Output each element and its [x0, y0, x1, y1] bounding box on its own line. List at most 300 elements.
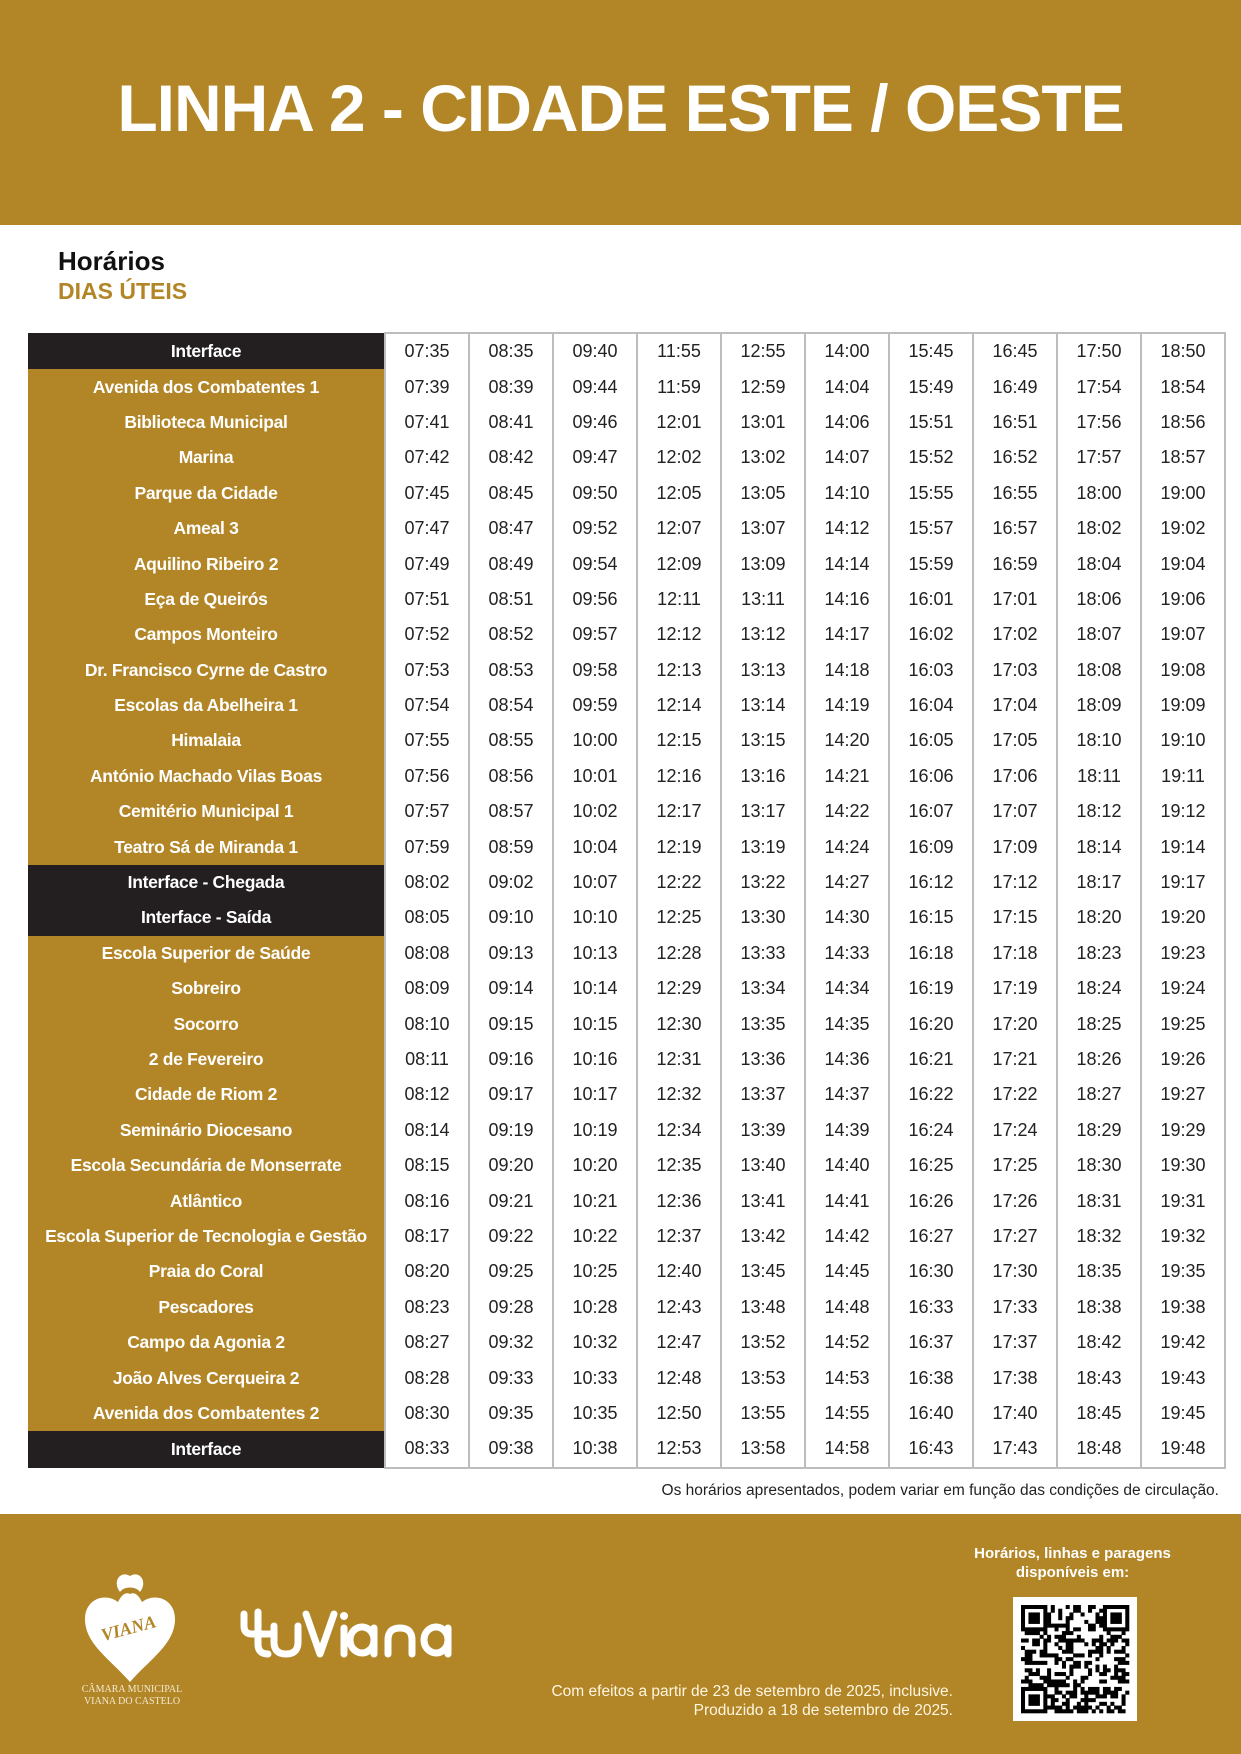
departure-time: 12:40	[637, 1254, 721, 1289]
departure-time: 10:38	[553, 1431, 637, 1467]
stop-name: Campos Monteiro	[28, 617, 385, 652]
departure-time: 14:14	[805, 546, 889, 581]
departure-time: 07:52	[385, 617, 469, 652]
timetable-row	[28, 971, 1225, 1006]
departure-time: 16:55	[973, 476, 1057, 511]
departure-time: 19:25	[1141, 1006, 1225, 1041]
timetable-row	[28, 1360, 1225, 1395]
departure-time: 18:45	[1057, 1396, 1141, 1431]
departure-time: 19:45	[1141, 1396, 1225, 1431]
departure-time: 10:21	[553, 1183, 637, 1218]
departure-time: 17:06	[973, 759, 1057, 794]
departure-time: 09:17	[469, 1077, 553, 1112]
departure-time: 13:34	[721, 971, 805, 1006]
timetable-row	[28, 1325, 1225, 1360]
stop-name: Interface - Saída	[28, 900, 385, 935]
timetable-row	[28, 1254, 1225, 1289]
departure-time: 17:02	[973, 617, 1057, 652]
departure-time: 16:07	[889, 794, 973, 829]
timetable-row	[28, 405, 1225, 440]
departure-time: 09:35	[469, 1396, 553, 1431]
crest-caption-line1: CÂMARA MUNICIPAL	[81, 1684, 183, 1695]
departure-time: 19:20	[1141, 900, 1225, 935]
departure-time: 08:49	[469, 546, 553, 581]
stop-name: António Machado Vilas Boas	[28, 759, 385, 794]
departure-time: 18:29	[1057, 1113, 1141, 1148]
departure-time: 14:40	[805, 1148, 889, 1183]
departure-time: 18:17	[1057, 865, 1141, 900]
departure-time: 14:16	[805, 582, 889, 617]
departure-time: 16:01	[889, 582, 973, 617]
timetable-row	[28, 369, 1225, 404]
departure-time: 10:33	[553, 1360, 637, 1395]
departure-time: 17:30	[973, 1254, 1057, 1289]
departure-time: 09:52	[553, 511, 637, 546]
departure-time: 14:53	[805, 1360, 889, 1395]
departure-time: 17:40	[973, 1396, 1057, 1431]
departure-time: 19:11	[1141, 759, 1225, 794]
departure-time: 13:09	[721, 546, 805, 581]
departure-time: 16:02	[889, 617, 973, 652]
departure-time: 16:24	[889, 1113, 973, 1148]
departure-time: 10:28	[553, 1290, 637, 1325]
departure-time: 16:33	[889, 1290, 973, 1325]
departure-time: 08:35	[469, 333, 553, 369]
departure-time: 19:23	[1141, 936, 1225, 971]
stop-name: Campo da Agonia 2	[28, 1325, 385, 1360]
departure-time: 17:07	[973, 794, 1057, 829]
departure-time: 16:40	[889, 1396, 973, 1431]
departure-time: 16:09	[889, 829, 973, 864]
timetable-row	[28, 1077, 1225, 1112]
departure-time: 12:16	[637, 759, 721, 794]
departure-time: 08:11	[385, 1042, 469, 1077]
stop-name: Socorro	[28, 1006, 385, 1041]
departure-time: 17:33	[973, 1290, 1057, 1325]
departure-time: 12:11	[637, 582, 721, 617]
departure-time: 07:39	[385, 369, 469, 404]
departure-time: 09:10	[469, 900, 553, 935]
timetable-row	[28, 617, 1225, 652]
departure-time: 08:10	[385, 1006, 469, 1041]
validity-info	[551, 1682, 953, 1720]
departure-time: 14:07	[805, 440, 889, 475]
crest-caption	[62, 1684, 202, 1708]
timetable-row	[28, 1290, 1225, 1325]
departure-time: 08:33	[385, 1431, 469, 1467]
departure-time: 08:52	[469, 617, 553, 652]
stop-name: Ameal 3	[28, 511, 385, 546]
departure-time: 14:52	[805, 1325, 889, 1360]
departure-time: 18:43	[1057, 1360, 1141, 1395]
departure-time: 18:04	[1057, 546, 1141, 581]
departure-time: 12:30	[637, 1006, 721, 1041]
departure-time: 14:39	[805, 1113, 889, 1148]
departure-time: 13:33	[721, 936, 805, 971]
timetable-row	[28, 1148, 1225, 1183]
departure-time: 09:59	[553, 688, 637, 723]
departure-time: 18:32	[1057, 1219, 1141, 1254]
stop-name: Parque da Cidade	[28, 476, 385, 511]
departure-time: 09:14	[469, 971, 553, 1006]
stop-name: Biblioteca Municipal	[28, 405, 385, 440]
stop-name: Avenida dos Combatentes 2	[28, 1396, 385, 1431]
departure-time: 12:35	[637, 1148, 721, 1183]
departure-time: 19:00	[1141, 476, 1225, 511]
departure-time: 19:48	[1141, 1431, 1225, 1467]
departure-time: 08:39	[469, 369, 553, 404]
departure-time: 09:46	[553, 405, 637, 440]
departure-time: 12:34	[637, 1113, 721, 1148]
departure-time: 18:27	[1057, 1077, 1141, 1112]
departure-time: 09:15	[469, 1006, 553, 1041]
departure-time: 12:29	[637, 971, 721, 1006]
departure-time: 08:27	[385, 1325, 469, 1360]
departure-time: 18:12	[1057, 794, 1141, 829]
departure-time: 14:22	[805, 794, 889, 829]
departure-time: 12:09	[637, 546, 721, 581]
departure-time: 09:50	[553, 476, 637, 511]
departure-time: 16:15	[889, 900, 973, 935]
departure-time: 13:02	[721, 440, 805, 475]
departure-time: 17:12	[973, 865, 1057, 900]
departure-time: 09:16	[469, 1042, 553, 1077]
departure-time: 19:09	[1141, 688, 1225, 723]
departure-time: 07:49	[385, 546, 469, 581]
departure-time: 18:14	[1057, 829, 1141, 864]
departure-time: 09:57	[553, 617, 637, 652]
departure-time: 16:52	[973, 440, 1057, 475]
departure-time: 16:03	[889, 653, 973, 688]
departure-time: 14:33	[805, 936, 889, 971]
disclaimer-note: Os horários apresentados, podem variar em função das condições de circulação.	[661, 1482, 1219, 1499]
departure-time: 07:42	[385, 440, 469, 475]
departure-time: 09:02	[469, 865, 553, 900]
departure-time: 16:21	[889, 1042, 973, 1077]
departure-time: 14:18	[805, 653, 889, 688]
departure-time: 16:30	[889, 1254, 973, 1289]
departure-time: 16:37	[889, 1325, 973, 1360]
effective-date: Com efeitos a partir de 23 de setembro de 2025, inclusive.	[551, 1683, 953, 1700]
departure-time: 19:10	[1141, 723, 1225, 758]
departure-time: 16:04	[889, 688, 973, 723]
departure-time: 16:22	[889, 1077, 973, 1112]
departure-time: 18:20	[1057, 900, 1141, 935]
departure-time: 12:25	[637, 900, 721, 935]
viana-heart-crest-logo	[80, 1564, 180, 1684]
departure-time: 18:56	[1141, 405, 1225, 440]
departure-time: 13:16	[721, 759, 805, 794]
departure-time: 17:15	[973, 900, 1057, 935]
departure-time: 10:14	[553, 971, 637, 1006]
departure-time: 14:41	[805, 1183, 889, 1218]
departure-time: 14:30	[805, 900, 889, 935]
departure-time: 07:51	[385, 582, 469, 617]
departure-time: 14:17	[805, 617, 889, 652]
departure-time: 13:45	[721, 1254, 805, 1289]
timetable-row	[28, 582, 1225, 617]
departure-time: 12:14	[637, 688, 721, 723]
departure-time: 19:26	[1141, 1042, 1225, 1077]
departure-time: 12:12	[637, 617, 721, 652]
departure-time: 10:16	[553, 1042, 637, 1077]
departure-time: 12:17	[637, 794, 721, 829]
departure-time: 18:23	[1057, 936, 1141, 971]
departure-time: 10:19	[553, 1113, 637, 1148]
departure-time: 17:57	[1057, 440, 1141, 475]
departure-time: 14:45	[805, 1254, 889, 1289]
qr-code[interactable]	[1013, 1597, 1137, 1721]
departure-time: 16:43	[889, 1431, 973, 1467]
departure-time: 18:42	[1057, 1325, 1141, 1360]
stop-name: Cemitério Municipal 1	[28, 794, 385, 829]
departure-time: 08:14	[385, 1113, 469, 1148]
timetable-row	[28, 511, 1225, 546]
departure-time: 09:58	[553, 653, 637, 688]
departure-time: 18:31	[1057, 1183, 1141, 1218]
departure-time: 17:54	[1057, 369, 1141, 404]
departure-time: 13:37	[721, 1077, 805, 1112]
timetable-row	[28, 333, 1225, 369]
stop-name: Marina	[28, 440, 385, 475]
departure-time: 16:26	[889, 1183, 973, 1218]
departure-time: 12:59	[721, 369, 805, 404]
departure-time: 14:19	[805, 688, 889, 723]
departure-time: 08:08	[385, 936, 469, 971]
timetable-row	[28, 829, 1225, 864]
departure-time: 14:34	[805, 971, 889, 1006]
departure-time: 10:13	[553, 936, 637, 971]
departure-time: 16:38	[889, 1360, 973, 1395]
departure-time: 13:58	[721, 1431, 805, 1467]
svg-text:VIANA: VIANA	[98, 1611, 159, 1646]
departure-time: 13:35	[721, 1006, 805, 1041]
departure-time: 10:17	[553, 1077, 637, 1112]
departure-time: 12:50	[637, 1396, 721, 1431]
section-title: Horários	[58, 246, 165, 276]
departure-time: 10:25	[553, 1254, 637, 1289]
departure-time: 10:35	[553, 1396, 637, 1431]
departure-time: 18:54	[1141, 369, 1225, 404]
departure-time: 16:51	[973, 405, 1057, 440]
departure-time: 18:35	[1057, 1254, 1141, 1289]
timetable-row	[28, 794, 1225, 829]
departure-time: 13:19	[721, 829, 805, 864]
departure-time: 14:12	[805, 511, 889, 546]
stop-name: Cidade de Riom 2	[28, 1077, 385, 1112]
page-title: LINHA 2 - CIDADE ESTE / OESTE	[117, 71, 1124, 145]
departure-time: 19:43	[1141, 1360, 1225, 1395]
departure-time: 12:55	[721, 333, 805, 369]
departure-time: 12:02	[637, 440, 721, 475]
departure-time: 08:23	[385, 1290, 469, 1325]
departure-time: 17:56	[1057, 405, 1141, 440]
departure-time: 19:29	[1141, 1113, 1225, 1148]
departure-time: 18:38	[1057, 1290, 1141, 1325]
departure-time: 18:57	[1141, 440, 1225, 475]
departure-time: 07:57	[385, 794, 469, 829]
departure-time: 13:15	[721, 723, 805, 758]
departure-time: 12:07	[637, 511, 721, 546]
departure-time: 16:25	[889, 1148, 973, 1183]
departure-time: 09:21	[469, 1183, 553, 1218]
departure-time: 08:02	[385, 865, 469, 900]
departure-time: 13:55	[721, 1396, 805, 1431]
departure-time: 12:53	[637, 1431, 721, 1467]
departure-time: 13:22	[721, 865, 805, 900]
departure-time: 12:01	[637, 405, 721, 440]
departure-time: 09:13	[469, 936, 553, 971]
departure-time: 17:21	[973, 1042, 1057, 1077]
departure-time: 17:19	[973, 971, 1057, 1006]
departure-time: 14:37	[805, 1077, 889, 1112]
departure-time: 10:07	[553, 865, 637, 900]
stop-name: Escola Secundária de Monserrate	[28, 1148, 385, 1183]
timetable	[28, 332, 1226, 1469]
stop-name: Seminário Diocesano	[28, 1113, 385, 1148]
stop-name: Himalaia	[28, 723, 385, 758]
departure-time: 17:22	[973, 1077, 1057, 1112]
stop-name: Interface	[28, 333, 385, 369]
departure-time: 08:12	[385, 1077, 469, 1112]
qr-label-line2: disponíveis em:	[1015, 1564, 1130, 1581]
departure-time: 09:22	[469, 1219, 553, 1254]
departure-time: 13:42	[721, 1219, 805, 1254]
departure-time: 19:27	[1141, 1077, 1225, 1112]
departure-time: 12:19	[637, 829, 721, 864]
departure-time: 18:10	[1057, 723, 1141, 758]
departure-time: 14:21	[805, 759, 889, 794]
departure-time: 17:01	[973, 582, 1057, 617]
timetable-row	[28, 759, 1225, 794]
departure-time: 19:24	[1141, 971, 1225, 1006]
departure-time: 07:54	[385, 688, 469, 723]
departure-time: 19:12	[1141, 794, 1225, 829]
departure-time: 14:42	[805, 1219, 889, 1254]
departure-time: 11:59	[637, 369, 721, 404]
departure-time: 08:28	[385, 1360, 469, 1395]
departure-time: 08:42	[469, 440, 553, 475]
departure-time: 13:52	[721, 1325, 805, 1360]
stop-name: Dr. Francisco Cyrne de Castro	[28, 653, 385, 688]
departure-time: 18:25	[1057, 1006, 1141, 1041]
departure-time: 19:32	[1141, 1219, 1225, 1254]
departure-time: 08:16	[385, 1183, 469, 1218]
timetable-row	[28, 1219, 1225, 1254]
departure-time: 09:32	[469, 1325, 553, 1360]
departure-time: 07:55	[385, 723, 469, 758]
departure-time: 16:05	[889, 723, 973, 758]
departure-time: 12:37	[637, 1219, 721, 1254]
departure-time: 18:24	[1057, 971, 1141, 1006]
departure-time: 13:13	[721, 653, 805, 688]
departure-time: 12:05	[637, 476, 721, 511]
departure-time: 09:20	[469, 1148, 553, 1183]
departure-time: 10:04	[553, 829, 637, 864]
stop-name: Aquilino Ribeiro 2	[28, 546, 385, 581]
stop-name: Interface - Chegada	[28, 865, 385, 900]
timetable-row	[28, 653, 1225, 688]
departure-time: 18:07	[1057, 617, 1141, 652]
timetable-row	[28, 1042, 1225, 1077]
departure-time: 14:58	[805, 1431, 889, 1467]
timetable-row	[28, 865, 1225, 900]
departure-time: 09:28	[469, 1290, 553, 1325]
timetable-row	[28, 440, 1225, 475]
departure-time: 07:56	[385, 759, 469, 794]
departure-time: 12:47	[637, 1325, 721, 1360]
departure-time: 18:00	[1057, 476, 1141, 511]
departure-time: 13:53	[721, 1360, 805, 1395]
departure-time: 17:50	[1057, 333, 1141, 369]
departure-time: 19:06	[1141, 582, 1225, 617]
departure-time: 16:27	[889, 1219, 973, 1254]
departure-time: 08:54	[469, 688, 553, 723]
departure-time: 16:59	[973, 546, 1057, 581]
departure-time: 13:40	[721, 1148, 805, 1183]
departure-time: 19:04	[1141, 546, 1225, 581]
departure-time: 10:15	[553, 1006, 637, 1041]
stop-name: Pescadores	[28, 1290, 385, 1325]
departure-time: 09:56	[553, 582, 637, 617]
departure-time: 13:12	[721, 617, 805, 652]
stop-name: Interface	[28, 1431, 385, 1467]
departure-time: 09:54	[553, 546, 637, 581]
departure-time: 09:40	[553, 333, 637, 369]
departure-time: 18:48	[1057, 1431, 1141, 1467]
departure-time: 16:45	[973, 333, 1057, 369]
departure-time: 16:18	[889, 936, 973, 971]
departure-time: 17:04	[973, 688, 1057, 723]
departure-time: 19:35	[1141, 1254, 1225, 1289]
stop-name: Eça de Queirós	[28, 582, 385, 617]
departure-time: 08:17	[385, 1219, 469, 1254]
departure-time: 18:09	[1057, 688, 1141, 723]
departure-time: 13:39	[721, 1113, 805, 1148]
departure-time: 13:17	[721, 794, 805, 829]
departure-time: 14:55	[805, 1396, 889, 1431]
stop-name: Sobreiro	[28, 971, 385, 1006]
footer	[0, 1514, 1241, 1754]
stop-name: Teatro Sá de Miranda 1	[28, 829, 385, 864]
departure-time: 12:15	[637, 723, 721, 758]
departure-time: 19:30	[1141, 1148, 1225, 1183]
departure-time: 08:20	[385, 1254, 469, 1289]
stop-name: Escola Superior de Saúde	[28, 936, 385, 971]
departure-time: 18:50	[1141, 333, 1225, 369]
departure-time: 17:43	[973, 1431, 1057, 1467]
stop-name: Praia do Coral	[28, 1254, 385, 1289]
departure-time: 17:37	[973, 1325, 1057, 1360]
departure-time: 13:30	[721, 900, 805, 935]
departure-time: 12:22	[637, 865, 721, 900]
departure-time: 07:53	[385, 653, 469, 688]
timetable-row	[28, 476, 1225, 511]
stop-name: Avenida dos Combatentes 1	[28, 369, 385, 404]
departure-time: 13:41	[721, 1183, 805, 1218]
departure-time: 08:41	[469, 405, 553, 440]
departure-time: 15:57	[889, 511, 973, 546]
departure-time: 10:00	[553, 723, 637, 758]
departure-time: 15:51	[889, 405, 973, 440]
departure-time: 17:24	[973, 1113, 1057, 1148]
stop-name: Escola Superior de Tecnologia e Gestão	[28, 1219, 385, 1254]
departure-time: 12:36	[637, 1183, 721, 1218]
qr-code-pattern	[1013, 1597, 1137, 1721]
departure-time: 10:20	[553, 1148, 637, 1183]
timetable-row	[28, 1006, 1225, 1041]
departure-time: 19:02	[1141, 511, 1225, 546]
